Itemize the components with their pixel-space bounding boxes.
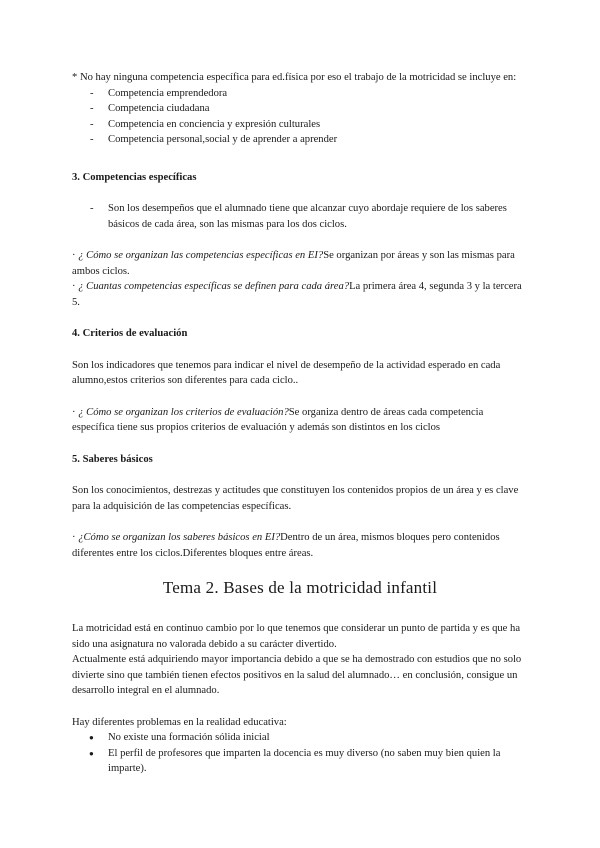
tema2-paragraph-3: Hay diferentes problemas en la realidad educativa: (72, 716, 287, 728)
answer-text: Dentro de un área, mismos bloques pero contenidos diferentes entre los ciclos.Diferentes bloques entre áreas. (72, 532, 500, 559)
question-text: ¿Cómo se organizan los saberes básicos en EI? (78, 532, 281, 543)
document-page (72, 70, 528, 777)
tema2-title: Tema 2. Bases de la motricidad infantil (162, 578, 438, 597)
section5-text: Son los conocimientos, destrezas y actitudes que constituyen los contenidos propios de un área y es clave para la adquisición de las competencias específicas. (72, 485, 519, 512)
section3-question-2: · ¿ Cuantas competencias específicas se definen para cada área?La primera área 4, segunda 3 y la tercera 5. (72, 281, 522, 308)
question-text: ¿ Cuantas competencias específicas se definen para cada área? (78, 281, 350, 292)
section5-heading: 5. Saberes básicos (72, 453, 153, 465)
competencias-list (72, 86, 528, 148)
list-item: - Competencia en conciencia y expresión culturales (72, 117, 528, 133)
problems-list (72, 730, 528, 777)
section4-text: Son los indicadores que tenemos para indicar el nivel de desempeño de la actividad esperado en cada alumno,estos criterios son diferentes para cada ciclo.. (72, 359, 501, 386)
intro-text: * No hay ninguna competencia específica para ed.física por eso el trabajo de la motricidad se incluye en: (72, 72, 517, 83)
question-text: ¿ Cómo se organizan los criterios de evaluación? (78, 406, 289, 418)
section3-list (72, 201, 528, 232)
section4-heading: 4. Criterios de evaluación (72, 328, 188, 339)
answer-text: La primera área 4, segunda 3 y la tercera 5. (72, 281, 522, 308)
section4-question: · ¿ Cómo se organizan los criterios de evaluación?Se organiza dentro de áreas cada competencia específica tiene sus propios criterios de evaluación y además son distintos en los ciclos (72, 406, 484, 433)
section5-question: · ¿Cómo se organizan los saberes básicos en EI?Dentro de un área, mismos bloques pero contenidos diferentes entre los ciclos.Diferentes bloques entre áreas. (72, 532, 500, 559)
list-item: ● El perfil de profesores que imparten la docencia es muy diverso (no saben muy bien quien la imparte). (72, 746, 528, 777)
tema2-paragraph-1: La motricidad está en continuo cambio por lo que tenemos que considerar un punto de partida y es que ha sido una asignatura no valorada debido a su carácter divertido. (72, 623, 521, 650)
list-item: - Son los desempeños que el alumnado tiene que alcanzar cuyo abordaje requiere de los saberes básicos de cada área, son las mismas para los dos ciclos. (72, 201, 528, 232)
question-text: ¿ Cómo se organizan las competencias específicas en EI? (78, 250, 324, 261)
answer-text: Se organizan por áreas y son las mismas para ambos ciclos. (72, 250, 515, 277)
tema2-paragraph-2: Actualmente está adquiriendo mayor importancia debido a que se ha demostrado con estudios que no solo divierte sino que también tienen efectos positivos en la salud del alumnado… en conclusión, consigue un desarrollo integral en el alumnado. (72, 654, 522, 696)
list-item: - Competencia ciudadana (72, 101, 528, 117)
section3-question-1: · ¿ Cómo se organizan las competencias específicas en EI?Se organizan por áreas y son las mismas para ambos ciclos. (72, 250, 515, 277)
section3-heading: 3. Competencias específicas (72, 171, 197, 183)
list-item: - Competencia personal,social y de aprender a aprender (72, 132, 528, 148)
answer-text: Se organiza dentro de áreas cada competencia específica tiene sus propios criterios de evaluación y además son distintos en los ciclos (72, 406, 484, 433)
list-item: ● No existe una formación sólida inicial (72, 730, 528, 746)
list-item: - Competencia emprendedora (72, 86, 528, 102)
